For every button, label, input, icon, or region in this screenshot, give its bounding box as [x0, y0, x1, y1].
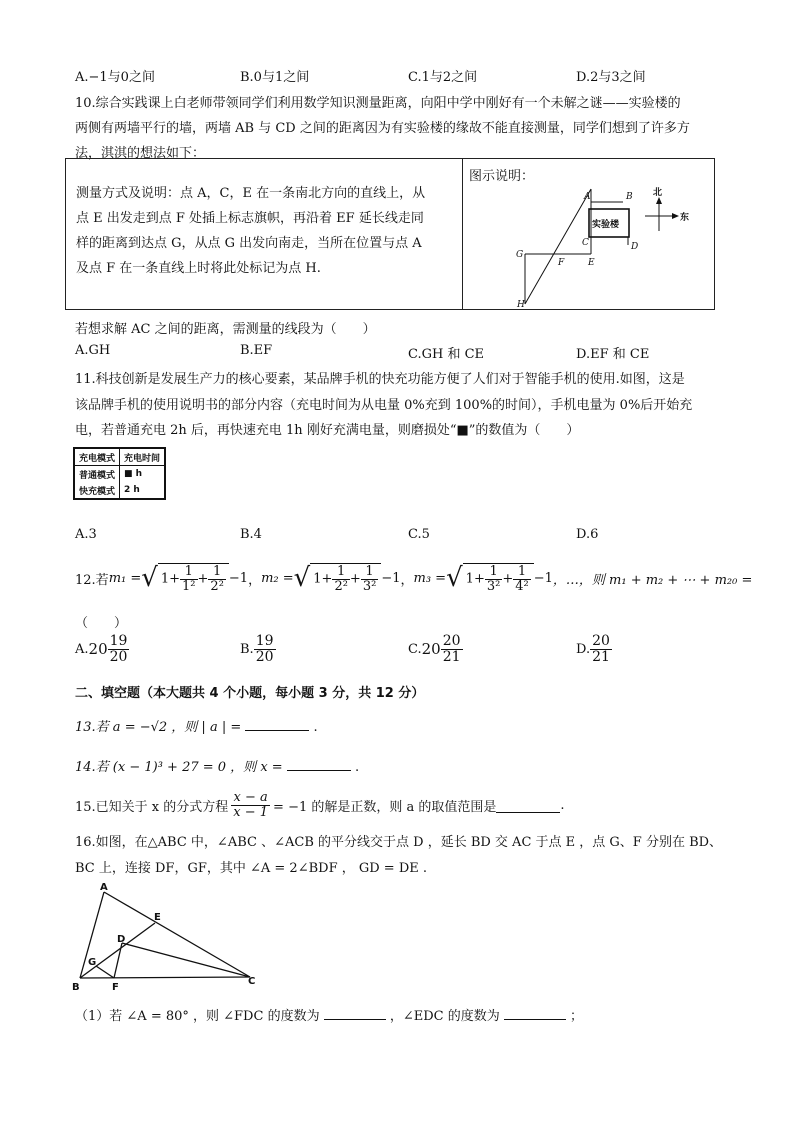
- east-arrow-icon: [672, 213, 679, 219]
- q16-sub1-a: （1）若 ∠A = 80° ，则 ∠FDC 的度数为: [75, 1009, 320, 1024]
- q10-method-line-3: 样的距离到达点 G，从点 G 出发向南走，当所在位置与点 A: [76, 236, 422, 251]
- q12-den: 2²: [334, 578, 348, 594]
- q12-option-label: C.: [408, 641, 422, 657]
- dc-line: [122, 943, 250, 977]
- df-line: [114, 943, 122, 978]
- q12-option-frac: [441, 634, 463, 664]
- q9-option-d: D.2与3之间: [576, 70, 646, 85]
- q10-method-line-1: 测量方式及说明：点 A，C，E 在一条南北方向的直线上，从: [76, 186, 426, 201]
- q11-row-normal-mode: 普通模式: [74, 466, 120, 483]
- q14-text: 14.若 (x − 1)³ + 27 = 0 ，则 x =: [75, 760, 283, 775]
- q12-sep: ，: [400, 572, 414, 588]
- sqrt-icon: √: [141, 563, 158, 593]
- q10-building-label: 实验楼: [592, 220, 620, 230]
- q12-one: 1: [313, 571, 322, 587]
- q10-east-label: 东: [680, 213, 690, 223]
- q16-sub1-b: ，∠EDC 的度数为: [389, 1009, 500, 1024]
- q15: [75, 785, 565, 825]
- gf-line: [96, 966, 114, 978]
- q16-line-2: BC 上，连接 DF，GF，其中 ∠A = 2∠BDF ， GD = DE .: [75, 861, 427, 876]
- side-ac-line: [104, 892, 250, 977]
- q16-triangle-figure: [70, 880, 270, 995]
- q12-num: 1: [332, 565, 349, 580]
- q12-den: 1²: [182, 578, 196, 594]
- q12-num: 1: [361, 565, 378, 580]
- q12-m2-label: m₂ =: [261, 570, 294, 586]
- q11-option-d: D.6: [576, 527, 599, 542]
- q12-one: 1: [465, 571, 474, 587]
- q12-m3-frac1: [485, 565, 502, 593]
- q16-point-c: C: [248, 976, 256, 987]
- q11-row-normal-time: ■ h: [124, 469, 143, 479]
- q13-end: .: [313, 720, 318, 735]
- q13-answer-blank[interactable]: [245, 730, 309, 731]
- q12-prefix: 12.若: [75, 572, 109, 588]
- q10-point-h: H: [517, 300, 525, 309]
- q12-option-d: [576, 634, 612, 664]
- q12-option-a: [75, 634, 129, 664]
- sqrt-icon: √: [293, 563, 311, 593]
- be-line: [80, 923, 155, 978]
- q15-suffix: = −1 的解是正数，则 a 的取值范围是: [273, 799, 497, 815]
- q12-den: 3²: [486, 578, 501, 594]
- q12-option-den: 20: [109, 648, 128, 665]
- q16-sub1: [75, 1005, 583, 1024]
- q12-option-num: 19: [109, 633, 128, 649]
- q12-num: 1: [180, 565, 197, 580]
- q10-measure-table: [65, 158, 715, 310]
- q11-header-time: 充电时间: [120, 448, 166, 466]
- q12-option-num: 19: [255, 633, 274, 649]
- q10-point-a: A: [584, 192, 591, 202]
- q10-method-line-4: 及点 F 在一条直线上时将此处标记为点 H.: [76, 261, 321, 276]
- q15-frac: [231, 791, 270, 819]
- q10-point-f: F: [558, 258, 565, 268]
- q12-num: 1: [513, 565, 530, 580]
- q16-point-e: E: [154, 912, 161, 923]
- q9-option-b: B.0与1之间: [240, 70, 310, 85]
- q16-point-a: A: [100, 882, 108, 893]
- q10-option-d: D.EF 和 CE: [576, 347, 650, 362]
- q10-stem-line-3: 法，淇淇的想法如下：: [75, 146, 206, 161]
- q12-m3-label: m₃ =: [413, 570, 447, 586]
- q12-m2-frac1: [332, 565, 349, 593]
- q15-prefix: 15.已知关于 x 的分式方程: [75, 799, 229, 815]
- q11-line-1: 11.科技创新是发展生产力的核心要素，某品牌手机的快充功能方便了人们对于智能手机的使用.如图，这是: [75, 372, 685, 387]
- q12-m2-radicand: 1+ $\frac{1}{\text{2²}}$ + $\frac{1}{\text{3²}}$: [310, 563, 381, 593]
- q12-option-frac: [108, 634, 130, 664]
- side-bc-line: [80, 977, 250, 978]
- q11-row-fast-mode: 快充模式: [74, 482, 120, 499]
- q9-option-a: A.−1与0之间: [75, 70, 155, 85]
- q16-sub1-end: ；: [570, 1009, 584, 1024]
- q10-point-c: C: [582, 238, 589, 248]
- q15-num: x − a: [231, 791, 270, 806]
- q12-option-label: D.: [576, 641, 591, 657]
- q12-option-frac: [590, 634, 612, 664]
- q11-option-c: C.5: [408, 527, 430, 542]
- q12-option-frac: [254, 634, 276, 664]
- q12-option-den: 21: [592, 648, 610, 665]
- q10-option-c: C.GH 和 CE: [408, 347, 485, 362]
- q12-minus-one: −1: [381, 570, 401, 586]
- q12-m1-label: m₁ =: [108, 570, 142, 586]
- q10-stem-line-2: 两侧有两墙平行的墙，两墙 AB 与 CD 之间的距离因为有实验楼的缘故不能直接测量，同学们想到了许多方: [75, 121, 690, 136]
- q13-text: 13.若 a = −√2 ，则 | a | =: [75, 720, 242, 735]
- q12-option-num: 20: [442, 633, 461, 649]
- q10-method-line-2: 点 E 出发走到点 F 处插上标志旗帜，再沿着 EF 延长线走同: [76, 211, 424, 226]
- q12-option-whole: 20: [88, 640, 108, 659]
- q12-m1-frac2: [208, 565, 225, 593]
- q12-m1-frac1: [180, 565, 197, 593]
- q10-stem-line-1: 10.综合实践课上白老师带领同学们利用数学知识测量距离，向阳中学中刚好有一个未解之谜——实验楼的: [75, 96, 681, 111]
- q12-minus-one: −1: [533, 570, 553, 586]
- sqrt-icon: √: [446, 563, 463, 593]
- q12-option-whole: 20: [421, 640, 441, 659]
- q14-end: .: [354, 760, 360, 775]
- q11-header-mode: 充电模式: [74, 448, 120, 466]
- q15-end: .: [560, 797, 565, 813]
- q12-option-c: [408, 634, 463, 664]
- q16-fdc-blank[interactable]: [324, 1019, 386, 1020]
- q10-method-cell: [66, 159, 463, 310]
- q16-point-f: F: [112, 982, 119, 993]
- q12-den: 4²: [515, 578, 529, 594]
- q12-num: 1: [485, 565, 502, 580]
- q10-figure-cell: [463, 159, 715, 310]
- q12-option-label: A.: [75, 641, 89, 657]
- q10-north-label: 北: [653, 188, 663, 198]
- q12-option-den: 20: [255, 648, 274, 665]
- q11-row-fast-time: 2 h: [124, 485, 140, 495]
- q11-option-b: B.4: [240, 527, 262, 542]
- q13: [75, 716, 318, 735]
- q11-line-3: 电，若普通充电 2h 后，再快速充电 1h 刚好充满电量，则磨损处“■”的数值为（ ）: [75, 423, 580, 438]
- q16-point-g: G: [88, 957, 97, 968]
- q12-stem: [75, 555, 752, 601]
- q16-point-d: D: [117, 934, 126, 945]
- q12-minus-one: −1: [228, 570, 249, 586]
- q10-option-b: B.EF: [240, 343, 273, 358]
- q12-m1-radicand: 1+ $\frac{1}{\text{1²}}$ + $\frac{1}{\text{2²}}$: [158, 563, 229, 593]
- q10-figure-title: 图示说明：: [469, 169, 535, 184]
- q10-point-g: G: [516, 250, 524, 260]
- q16-point-b: B: [72, 982, 80, 993]
- q12-option-den: 21: [442, 648, 461, 665]
- q16-edc-blank[interactable]: [504, 1019, 566, 1020]
- q12-sep: ，: [248, 572, 262, 588]
- q9-option-c: C.1与2之间: [408, 70, 478, 85]
- q12-den: 3²: [362, 578, 377, 594]
- q15-den: x − 1: [233, 804, 269, 820]
- q14: [75, 756, 359, 775]
- q12-option-b: [240, 634, 276, 664]
- north-arrow-icon: [656, 197, 662, 204]
- q11-line-2: 该品牌手机的使用说明书的部分内容（充电时间为从电量 0%充到 100%的时间），手机电量为 0%后开始充: [75, 398, 693, 413]
- q11-charge-table: [73, 447, 166, 500]
- q10-point-e: E: [588, 258, 595, 268]
- q12-num: 1: [208, 565, 225, 580]
- q10-option-a: A.GH: [75, 343, 111, 358]
- q12-one: 1: [160, 571, 170, 587]
- q10-question: 若想求解 AC 之间的距离，需测量的线段为（ ）: [75, 322, 376, 337]
- q16-line-1: 16.如图，在△ABC 中，∠ABC 、∠ACB 的平分线交于点 D ，延长 BD 交 AC 于点 E ，点 G、F 分别在 BD、: [75, 835, 723, 850]
- q10-figure: [463, 159, 733, 309]
- q12-m3-radicand: 1+ $\frac{1}{\text{3²}}$ + $\frac{1}{\text{4²}}$: [463, 563, 534, 593]
- q10-point-b: B: [626, 192, 633, 202]
- section2-title: 二、填空题（本大题共 4 个小题，每小题 3 分，共 12 分）: [75, 686, 425, 701]
- q10-point-d: D: [631, 242, 639, 252]
- q12-paren: （ ）: [75, 616, 128, 631]
- q12-option-label: B.: [240, 641, 254, 657]
- q12-tail: ，…，则 m₁ + m₂ + ⋯ + m₂₀ =: [552, 572, 753, 588]
- q14-answer-blank[interactable]: [287, 770, 351, 771]
- q15-answer-blank[interactable]: [496, 798, 560, 813]
- q12-m3-frac2: [513, 565, 530, 593]
- q12-den: 2²: [210, 578, 224, 594]
- q12-option-num: 20: [592, 633, 610, 649]
- q11-option-a: A.3: [75, 527, 97, 542]
- q12-m2-frac2: [361, 565, 378, 593]
